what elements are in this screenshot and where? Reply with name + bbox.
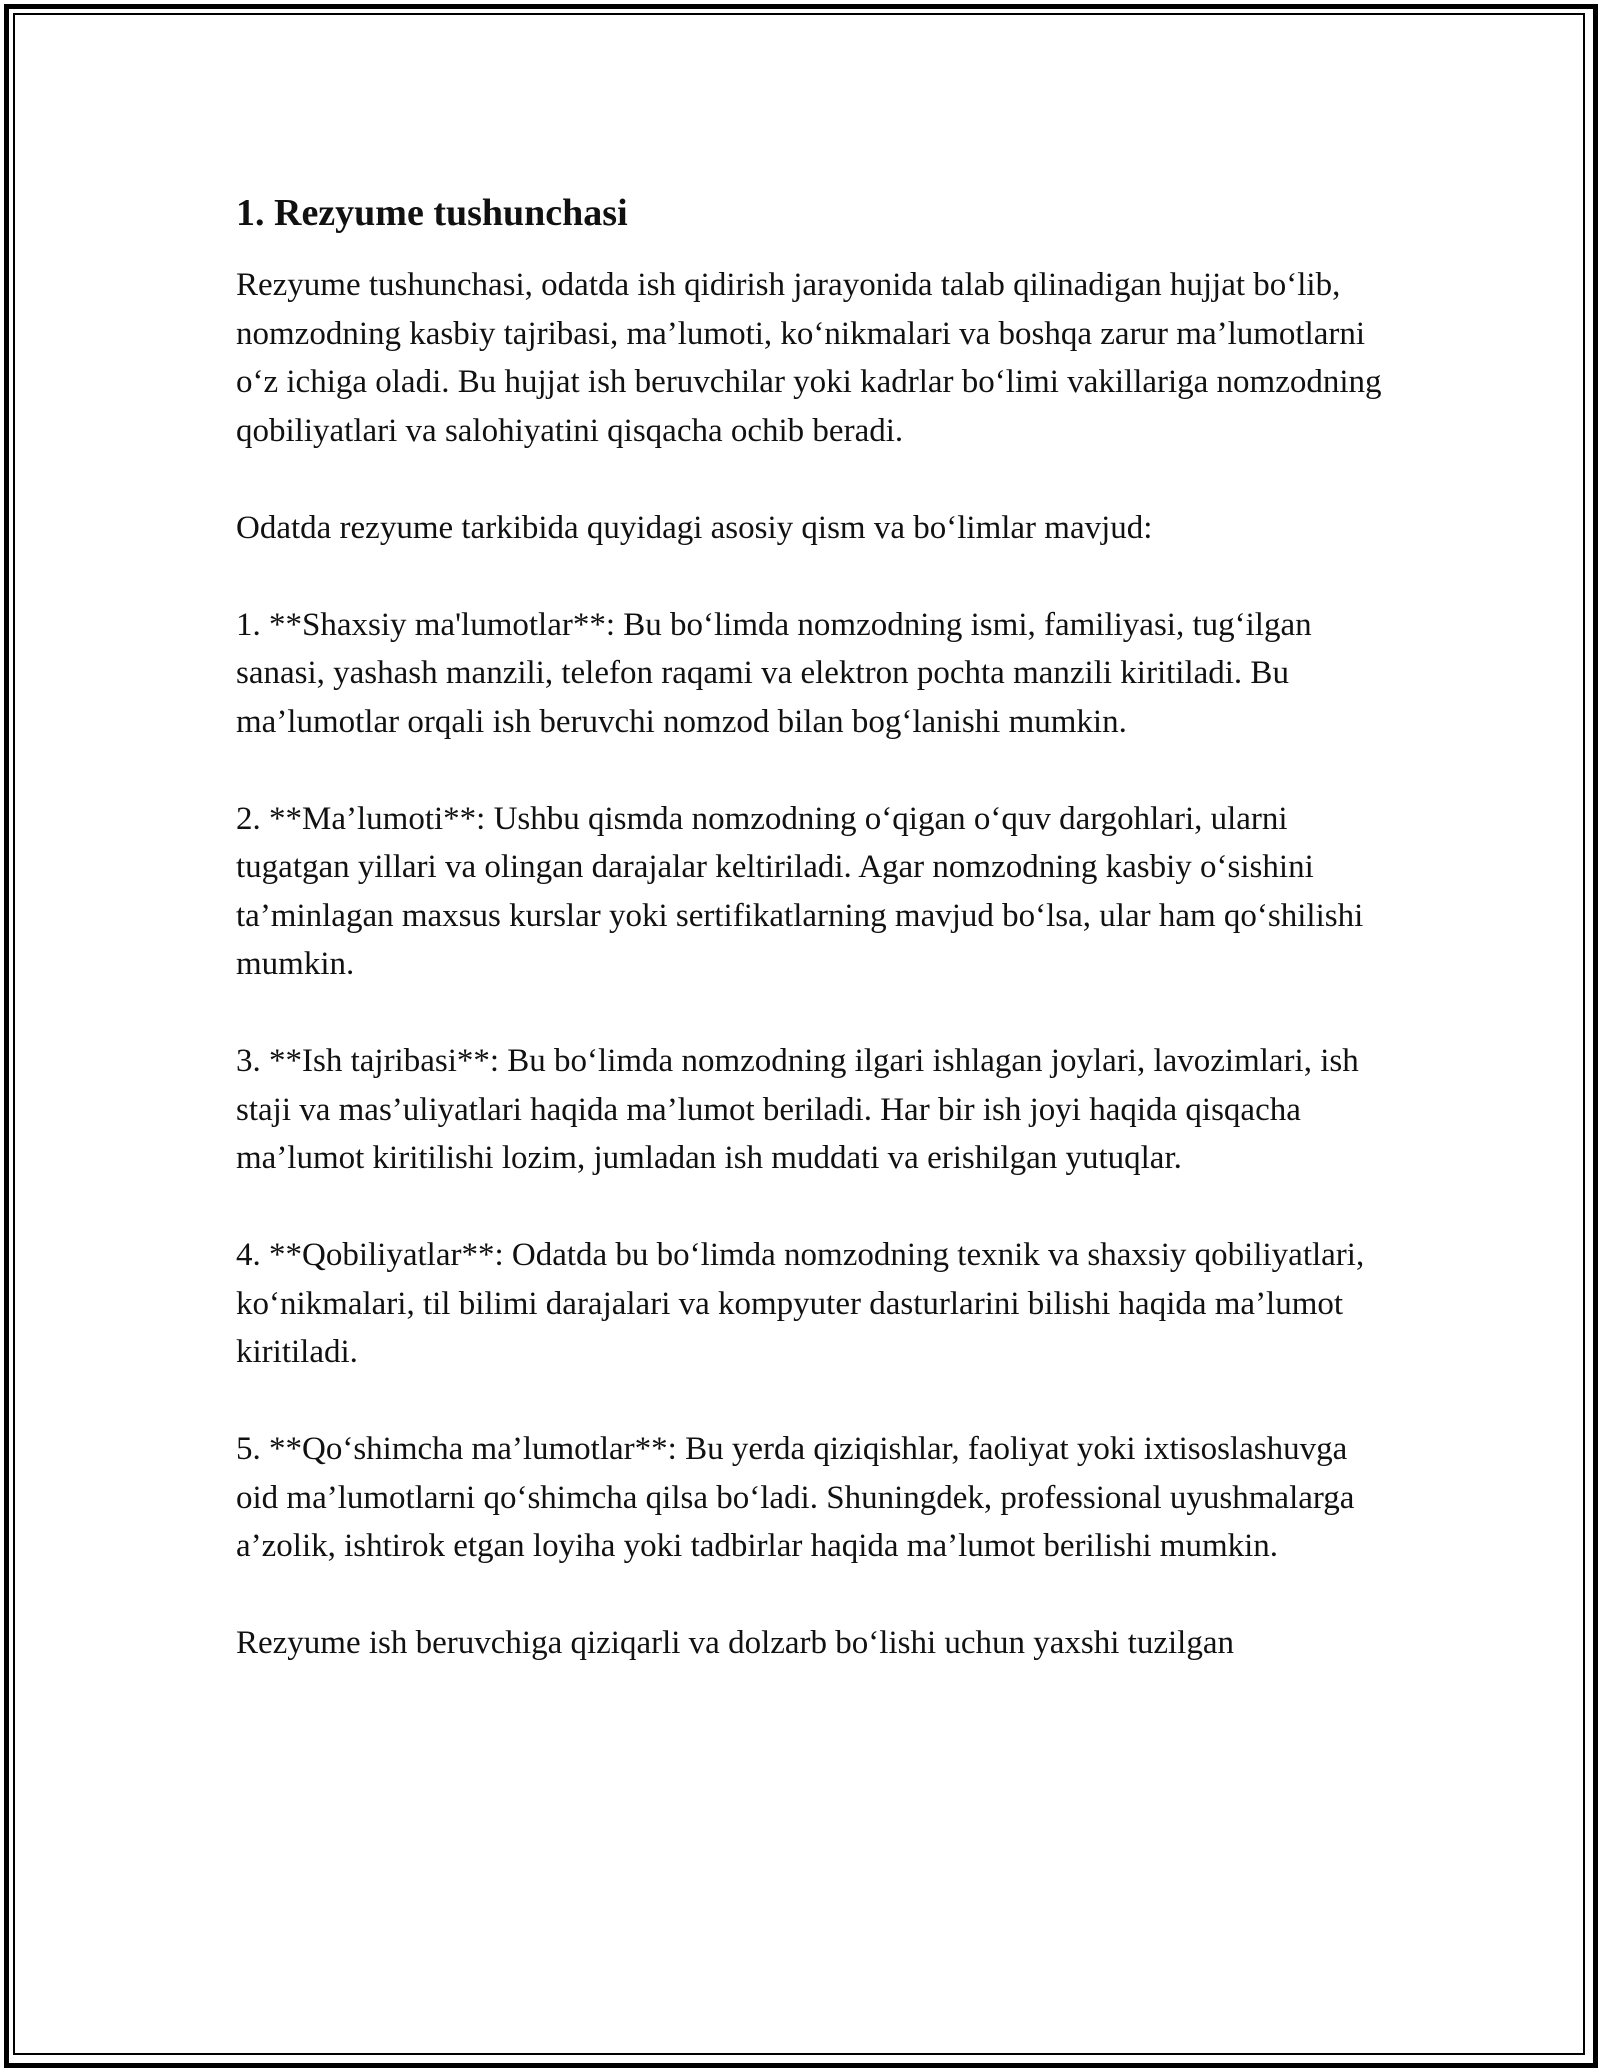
section-heading: 1. Rezyume tushunchasi [236, 192, 628, 234]
paragraph-closing: Rezyume ish beruvchiga qiziqarli va dolzarb bo‘lishi uchun yaxshi tuzilgan [236, 1625, 1234, 1661]
list-item-skills: 4. **Qobiliyatlar**: Odatda bu bo‘limda nomzodning texnik va shaxsiy qobiliyatlari, ko‘nikmalari, til bilimi darajalari va kompyuter dasturlarini bilishi haqida ma’lumot kiritiladi. [236, 1237, 1365, 1370]
list-item-work-experience: 3. **Ish tajribasi**: Bu bo‘limda nomzodning ilgari ishlagan joylari, lavozimlari, ish staji va mas’uliyatlari haqida ma’lumot beriladi. Har bir ish joyi haqida qisqacha ma’lumot kiritilishi lozim, jumladan ish muddati va erishilgan yutuqlar. [236, 1043, 1359, 1176]
list-item-education: 2. **Ma’lumoti**: Ushbu qismda nomzodning o‘qigan o‘quv dargohlari, ularni tugatgan yillari va olingan darajalar keltiriladi. Agar nomzodning kasbiy o‘sishini ta’minlagan maxsus kurslar yoki sertifikatlarning mavjud bo‘lsa, ular ham qo‘shilishi mumkin. [236, 800, 1364, 982]
paragraph-sections-lead: Odatda rezyume tarkibida quyidagi asosiy qism va bo‘limlar mavjud: [236, 509, 1153, 546]
document-body [236, 185, 1396, 1716]
list-item-additional-info: 5. **Qo‘shimcha ma’lumotlar**: Bu yerda qiziqishlar, faoliyat yoki ixtisoslashuvga oid ma’lumotlarni qo‘shimcha qilsa bo‘ladi. Shuningdek, professional uyushmalarga a’zolik, ishtirok etgan loyiha yoki tadbirlar haqida ma’lumot berilishi mumkin. [236, 1431, 1355, 1564]
paragraph-intro: Rezyume tushunchasi, odatda ish qidirish jarayonida talab qilinadigan hujjat bo‘lib, nomzodning kasbiy tajribasi, ma’lumoti, ko‘nikmalari va boshqa zarur ma’lumotlarni o‘z ichiga oladi. Bu hujjat ish beruvchilar yoki kadrlar bo‘limi vakillariga nomzodning qobiliyatlari va salohiyatini qisqacha ochib beradi. [236, 267, 1382, 449]
list-item-personal-info: 1. **Shaxsiy ma'lumotlar**: Bu bo‘limda nomzodning ismi, familiyasi, tug‘ilgan sanasi, yashash manzili, telefon raqami va elektron pochta manzili kiritiladi. Bu ma’lumotlar orqali ish beruvchi nomzod bilan bog‘lanishi mumkin. [236, 606, 1312, 740]
